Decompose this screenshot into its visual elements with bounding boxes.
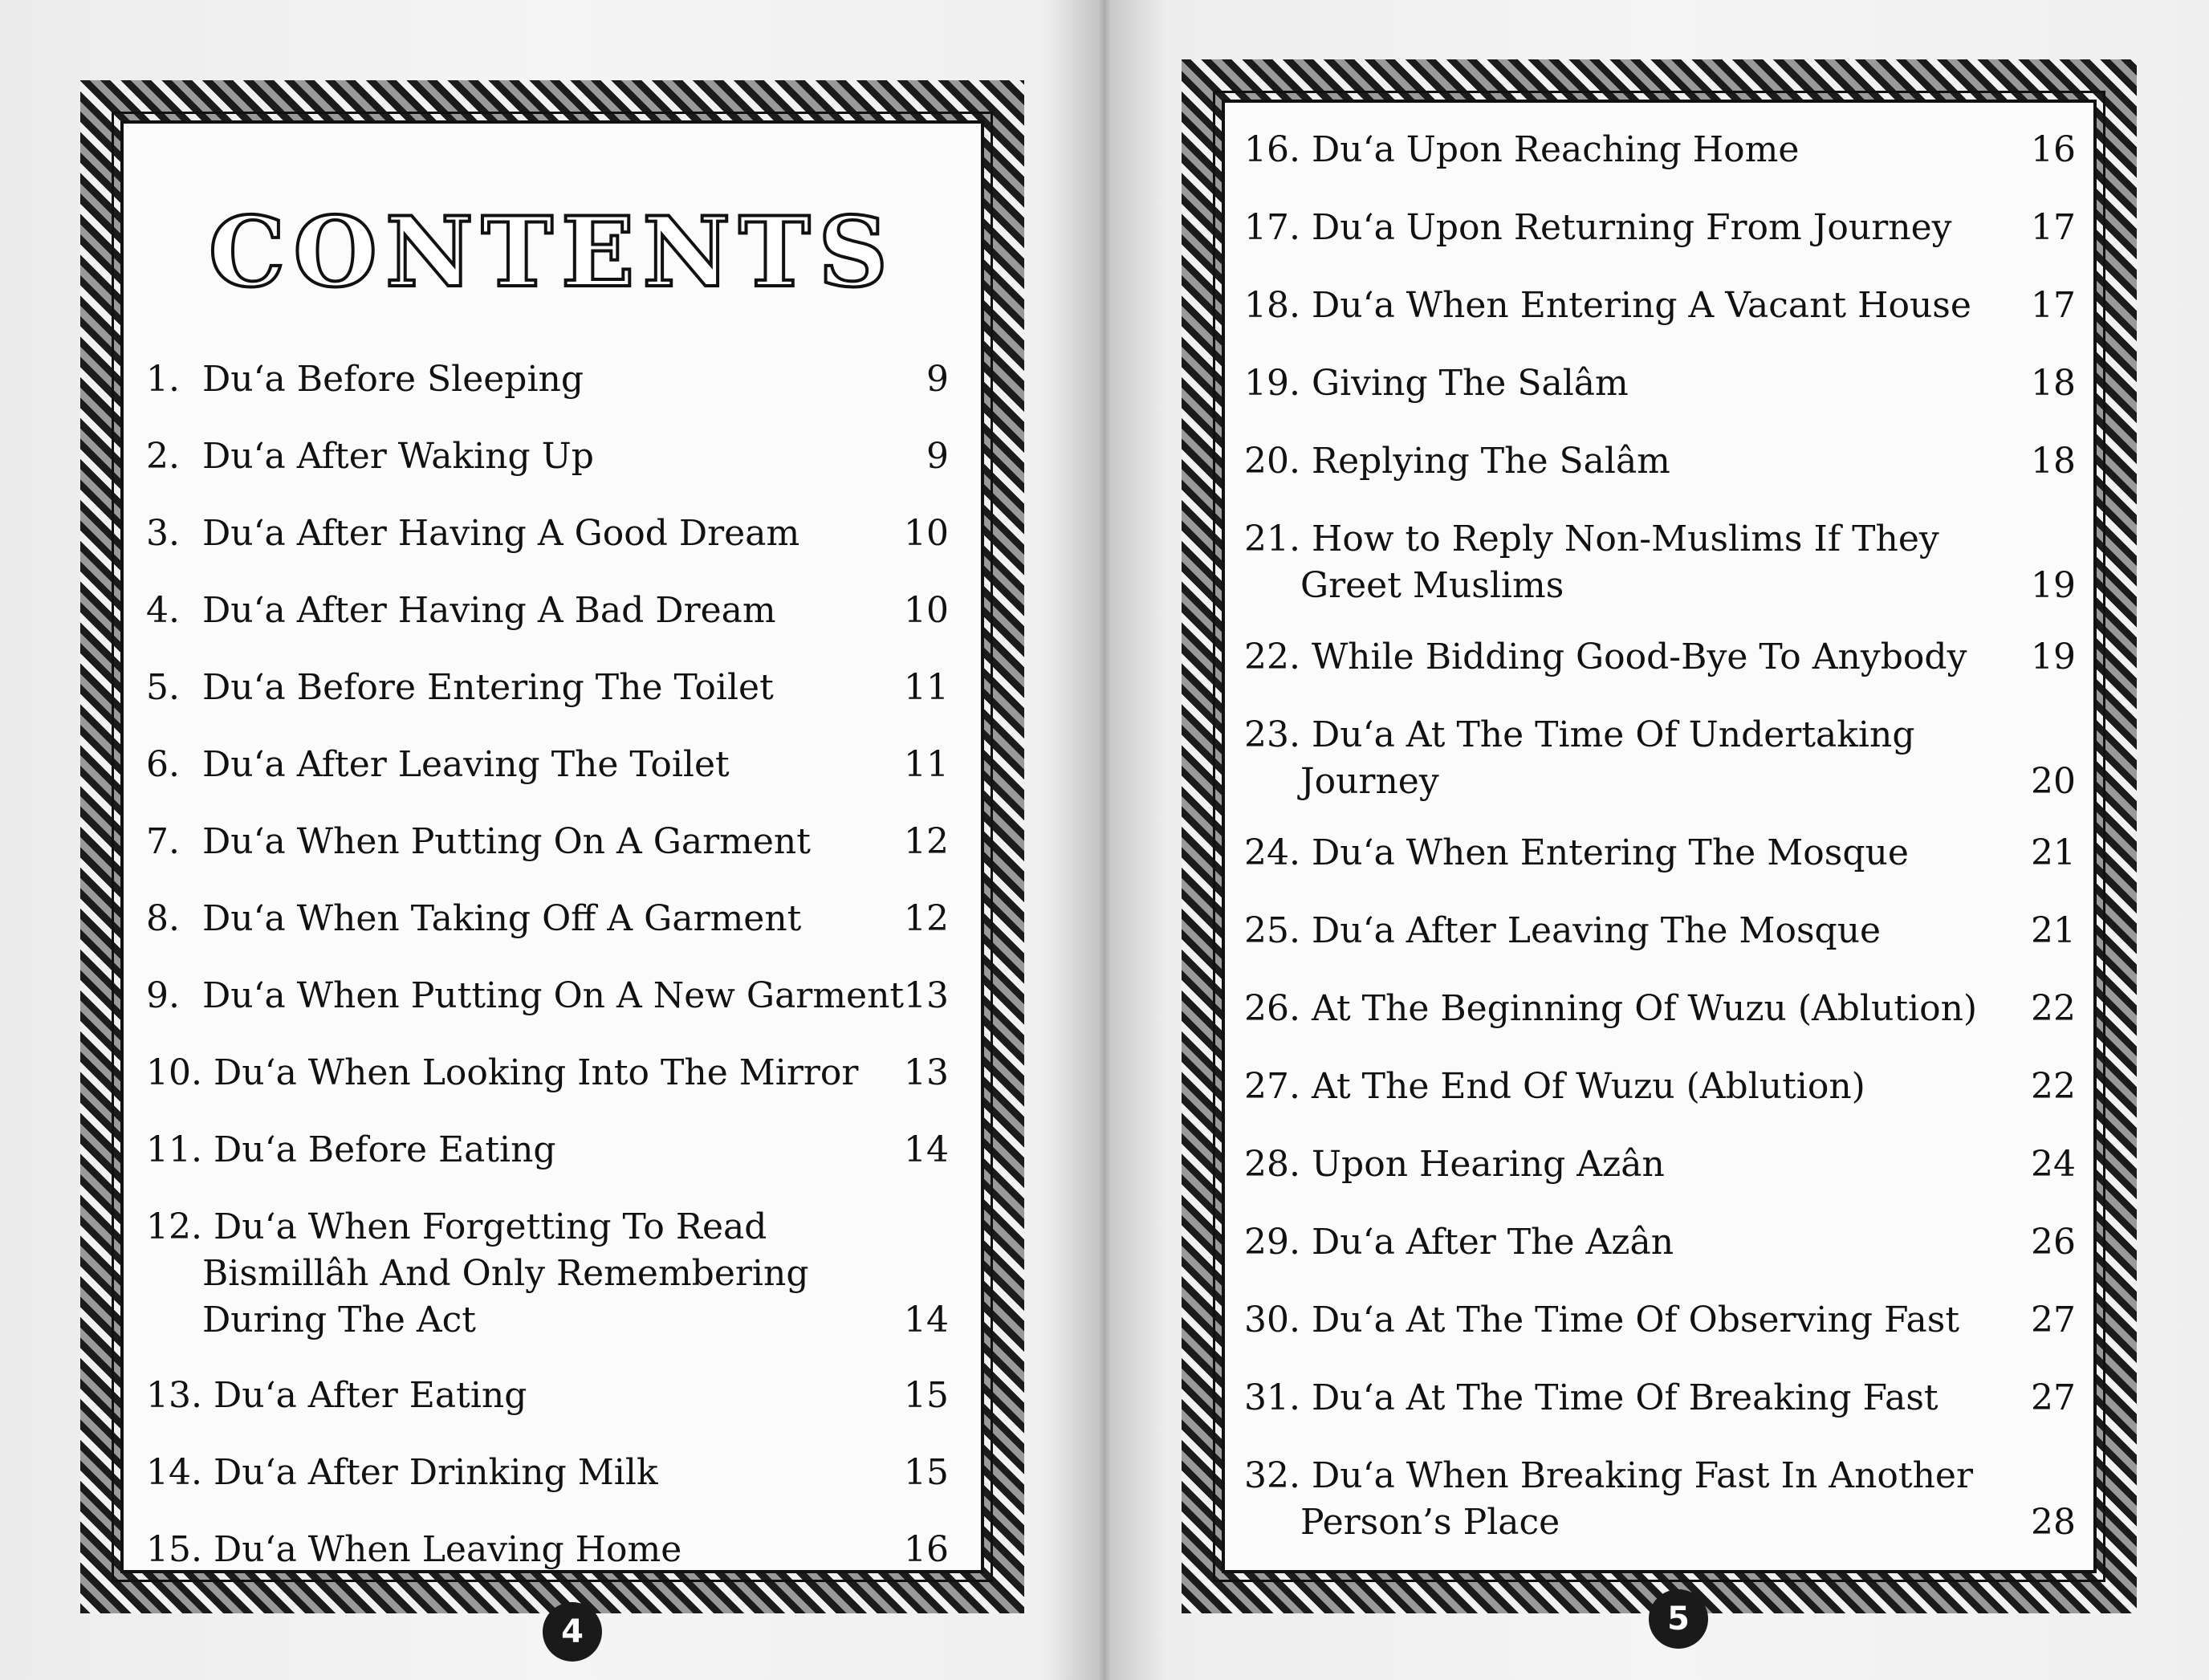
- toc-entry-page: 27: [2031, 1300, 2076, 1340]
- toc-entry-page: 15: [904, 1375, 949, 1416]
- toc-entry: [146, 1127, 949, 1174]
- book-spine-shadow: [1043, 0, 1166, 1680]
- toc-entry-title: 21. How to Reply Non-Muslims If They Greet Muslims: [1244, 519, 1939, 606]
- toc-entry-title: 23. Du‘a At The Time Of Undertaking Journey: [1244, 714, 1915, 802]
- contents-heading: CONTENTS: [208, 196, 897, 309]
- toc-entry-page: 11: [904, 744, 949, 785]
- toc-entry-page: 26: [2031, 1222, 2076, 1263]
- toc-entry-page: 18: [2031, 363, 2076, 404]
- toc-entry: [1244, 438, 2076, 485]
- toc-entry-page: 12: [904, 821, 949, 862]
- toc-entry: [1244, 634, 2076, 681]
- toc-entry: [146, 1373, 949, 1419]
- toc-entry-page: 9: [926, 436, 949, 477]
- toc-entry-page: 28: [2031, 1502, 2076, 1543]
- toc-entry-page: 14: [904, 1129, 949, 1170]
- toc-entry: [146, 819, 949, 865]
- toc-entry-title: 17. Du‘a Upon Returning From Journey: [1244, 207, 1952, 248]
- toc-entry: [1244, 1375, 2076, 1422]
- toc-entry-title: 16. Du‘a Upon Reaching Home: [1244, 129, 1800, 170]
- toc-entry-title: 3. Du‘a After Having A Good Dream: [146, 513, 800, 554]
- toc-entry-page: 20: [2031, 761, 2076, 802]
- toc-entry-title: 18. Du‘a When Entering A Vacant House: [1244, 285, 1971, 326]
- toc-entry-title: 28. Upon Hearing Azân: [1244, 1144, 1665, 1185]
- toc-entry-title: 19. Giving The Salâm: [1244, 363, 1629, 404]
- toc-entry-title: 15. Du‘a When Leaving Home: [146, 1529, 682, 1570]
- toc-entry: [146, 896, 949, 942]
- toc-entry-page: 21: [2031, 832, 2076, 873]
- toc-entry-title: 11. Du‘a Before Eating: [146, 1129, 556, 1170]
- toc-entry: [1244, 1141, 2076, 1188]
- toc-entry: [146, 433, 949, 480]
- right-page: [1104, 0, 2209, 1680]
- toc-entry-title: 31. Du‘a At The Time Of Breaking Fast: [1244, 1377, 1938, 1418]
- toc-entry-page: 10: [904, 513, 949, 554]
- toc-entry-title: 7. Du‘a When Putting On A Garment: [146, 821, 811, 862]
- toc-entry-page: 21: [2031, 910, 2076, 951]
- left-toc-list: [146, 356, 949, 1570]
- toc-entry-title: 5. Du‘a Before Entering The Toilet: [146, 667, 774, 708]
- toc-entry-title: 30. Du‘a At The Time Of Observing Fast: [1244, 1300, 1960, 1340]
- toc-entry: [146, 973, 949, 1019]
- toc-entry: [146, 588, 949, 634]
- toc-entry-title: 6. Du‘a After Leaving The Toilet: [146, 744, 730, 785]
- toc-entry-page: 12: [904, 898, 949, 939]
- toc-entry-page: 18: [2031, 441, 2076, 482]
- toc-entry-title: 2. Du‘a After Waking Up: [146, 436, 594, 477]
- right-content-panel: [1222, 100, 2097, 1573]
- toc-entry: [146, 1527, 949, 1573]
- toc-entry: [146, 742, 949, 788]
- toc-entry-page: 9: [926, 359, 949, 400]
- toc-entry-page: 19: [2031, 565, 2076, 606]
- toc-entry-page: 13: [904, 975, 949, 1016]
- toc-entry-page: 22: [2031, 988, 2076, 1029]
- toc-entry-title: 22. While Bidding Good-Bye To Anybody: [1244, 637, 1967, 677]
- page-number-badge-left: 4: [543, 1602, 602, 1662]
- toc-entry-title: 4. Du‘a After Having A Bad Dream: [146, 590, 776, 631]
- toc-entry-page: 13: [904, 1052, 949, 1093]
- toc-entry-page: 27: [2031, 1377, 2076, 1418]
- toc-entry: [1244, 1453, 2076, 1546]
- toc-entry-page: 17: [2031, 285, 2076, 326]
- toc-entry-title: 27. At The End Of Wuzu (Ablution): [1244, 1066, 1865, 1107]
- toc-entry: [1244, 1064, 2076, 1110]
- toc-entry: [146, 356, 949, 403]
- toc-entry-page: 16: [2031, 129, 2076, 170]
- toc-entry: [1244, 127, 2076, 173]
- toc-entry-title: 14. Du‘a After Drinking Milk: [146, 1452, 658, 1493]
- left-content-panel: [120, 120, 984, 1573]
- toc-entry: [1244, 712, 2076, 805]
- toc-entry-title: 20. Replying The Salâm: [1244, 441, 1670, 482]
- toc-entry: [146, 511, 949, 557]
- toc-entry-title: 10. Du‘a When Looking Into The Mirror: [146, 1052, 859, 1093]
- toc-entry-page: 17: [2031, 207, 2076, 248]
- toc-entry-title: 24. Du‘a When Entering The Mosque: [1244, 832, 1909, 873]
- toc-entry: [146, 1450, 949, 1496]
- toc-entry-page: 10: [904, 590, 949, 631]
- toc-entry: [1244, 908, 2076, 954]
- toc-entry-title: 29. Du‘a After The Azân: [1244, 1222, 1674, 1263]
- toc-entry-title: 1. Du‘a Before Sleeping: [146, 359, 584, 400]
- toc-entry-page: 11: [904, 667, 949, 708]
- page-number-badge-right: 5: [1649, 1589, 1708, 1649]
- toc-entry-title: 32. Du‘a When Breaking Fast In Another Person’s Place: [1244, 1455, 1973, 1543]
- toc-entry-page: 15: [904, 1452, 949, 1493]
- toc-entry: [146, 1204, 949, 1344]
- toc-entry-title: 13. Du‘a After Eating: [146, 1375, 527, 1416]
- left-page: [0, 0, 1104, 1680]
- toc-entry-title: 26. At The Beginning Of Wuzu (Ablution): [1244, 988, 1978, 1029]
- toc-entry-title: 9. Du‘a When Putting On A New Garment: [146, 975, 905, 1016]
- toc-entry: [1244, 1297, 2076, 1344]
- toc-entry-page: 19: [2031, 637, 2076, 677]
- toc-entry: [1244, 1219, 2076, 1266]
- toc-entry-page: 22: [2031, 1066, 2076, 1107]
- toc-entry-title: 25. Du‘a After Leaving The Mosque: [1244, 910, 1882, 951]
- toc-entry: [1244, 360, 2076, 407]
- toc-entry: [1244, 516, 2076, 609]
- right-toc-list: [1244, 127, 2076, 1564]
- toc-entry: [1244, 283, 2076, 329]
- toc-entry-title: 12. Du‘a When Forgetting To Read Bismillâh And Only Remembering During The Act: [146, 1206, 809, 1340]
- toc-entry-title: 8. Du‘a When Taking Off A Garment: [146, 898, 802, 939]
- toc-entry: [1244, 205, 2076, 251]
- toc-entry: [1244, 986, 2076, 1032]
- toc-entry-page: 14: [904, 1300, 949, 1340]
- toc-entry-page: 16: [904, 1529, 949, 1570]
- toc-entry: [1244, 830, 2076, 877]
- toc-entry-page: 24: [2031, 1144, 2076, 1185]
- toc-entry: [146, 1050, 949, 1096]
- toc-entry: [146, 665, 949, 711]
